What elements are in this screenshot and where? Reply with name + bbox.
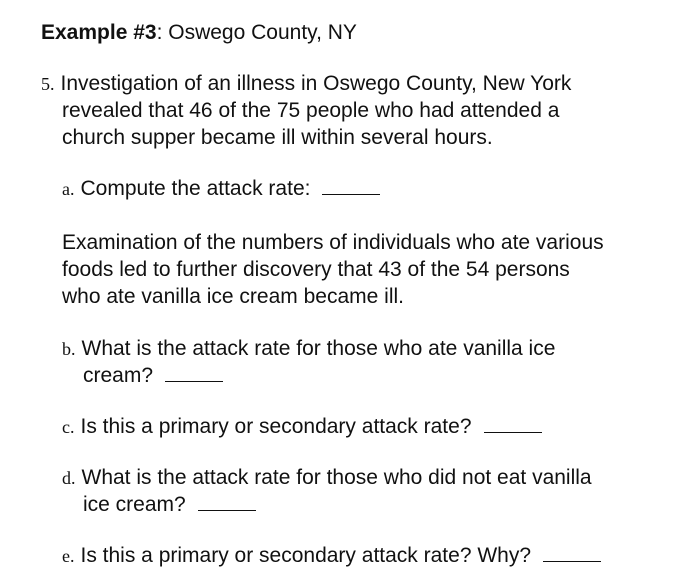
examination-line-2: foods led to further discovery that 43 of the 54 persons bbox=[62, 258, 570, 281]
part-e bbox=[62, 543, 601, 569]
part-a-letter: a. bbox=[62, 179, 75, 199]
part-a bbox=[62, 176, 380, 202]
part-d-letter: d. bbox=[62, 468, 76, 488]
part-b-text-1: What is the attack rate for those who ate vanilla ice bbox=[81, 337, 556, 360]
example-title bbox=[41, 20, 357, 46]
example-title-label: Example #3 bbox=[41, 21, 157, 44]
part-d-text-2: ice cream? bbox=[83, 493, 186, 516]
part-d-line-2 bbox=[83, 492, 256, 518]
part-e-text: Is this a primary or secondary attack rate? Why? bbox=[80, 544, 532, 567]
part-b-answer-blank[interactable] bbox=[165, 363, 223, 382]
part-c-answer-blank[interactable] bbox=[484, 414, 542, 433]
question-5-number: 5. bbox=[41, 74, 55, 94]
part-a-text: Compute the attack rate: bbox=[80, 177, 311, 200]
question-5-line-3: church supper became ill within several hours. bbox=[62, 126, 493, 149]
part-b-line-2 bbox=[83, 363, 223, 389]
part-e-answer-blank[interactable] bbox=[543, 543, 601, 562]
part-a-answer-blank[interactable] bbox=[322, 176, 380, 195]
question-5-line-2: revealed that 46 of the 75 people who had attended a bbox=[62, 99, 560, 122]
part-d-text-1: What is the attack rate for those who did not eat vanilla bbox=[81, 466, 592, 489]
part-d-line-1 bbox=[62, 465, 592, 491]
examination-line-3: who ate vanilla ice cream became ill. bbox=[62, 285, 404, 308]
part-c bbox=[62, 414, 542, 440]
example-title-rest: : Oswego County, NY bbox=[156, 21, 357, 44]
question-5-text-1: Investigation of an illness in Oswego County, New York bbox=[60, 72, 572, 95]
part-c-text: Is this a primary or secondary attack rate? bbox=[80, 415, 472, 438]
part-e-letter: e. bbox=[62, 546, 75, 566]
part-d-answer-blank[interactable] bbox=[198, 492, 256, 511]
part-c-letter: c. bbox=[62, 417, 75, 437]
part-b-text-2: cream? bbox=[83, 364, 154, 387]
examination-line-1: Examination of the numbers of individuals who ate various bbox=[62, 231, 604, 254]
part-b-line-1 bbox=[62, 336, 555, 362]
question-5-line-1 bbox=[41, 71, 571, 97]
part-b-letter: b. bbox=[62, 339, 76, 359]
